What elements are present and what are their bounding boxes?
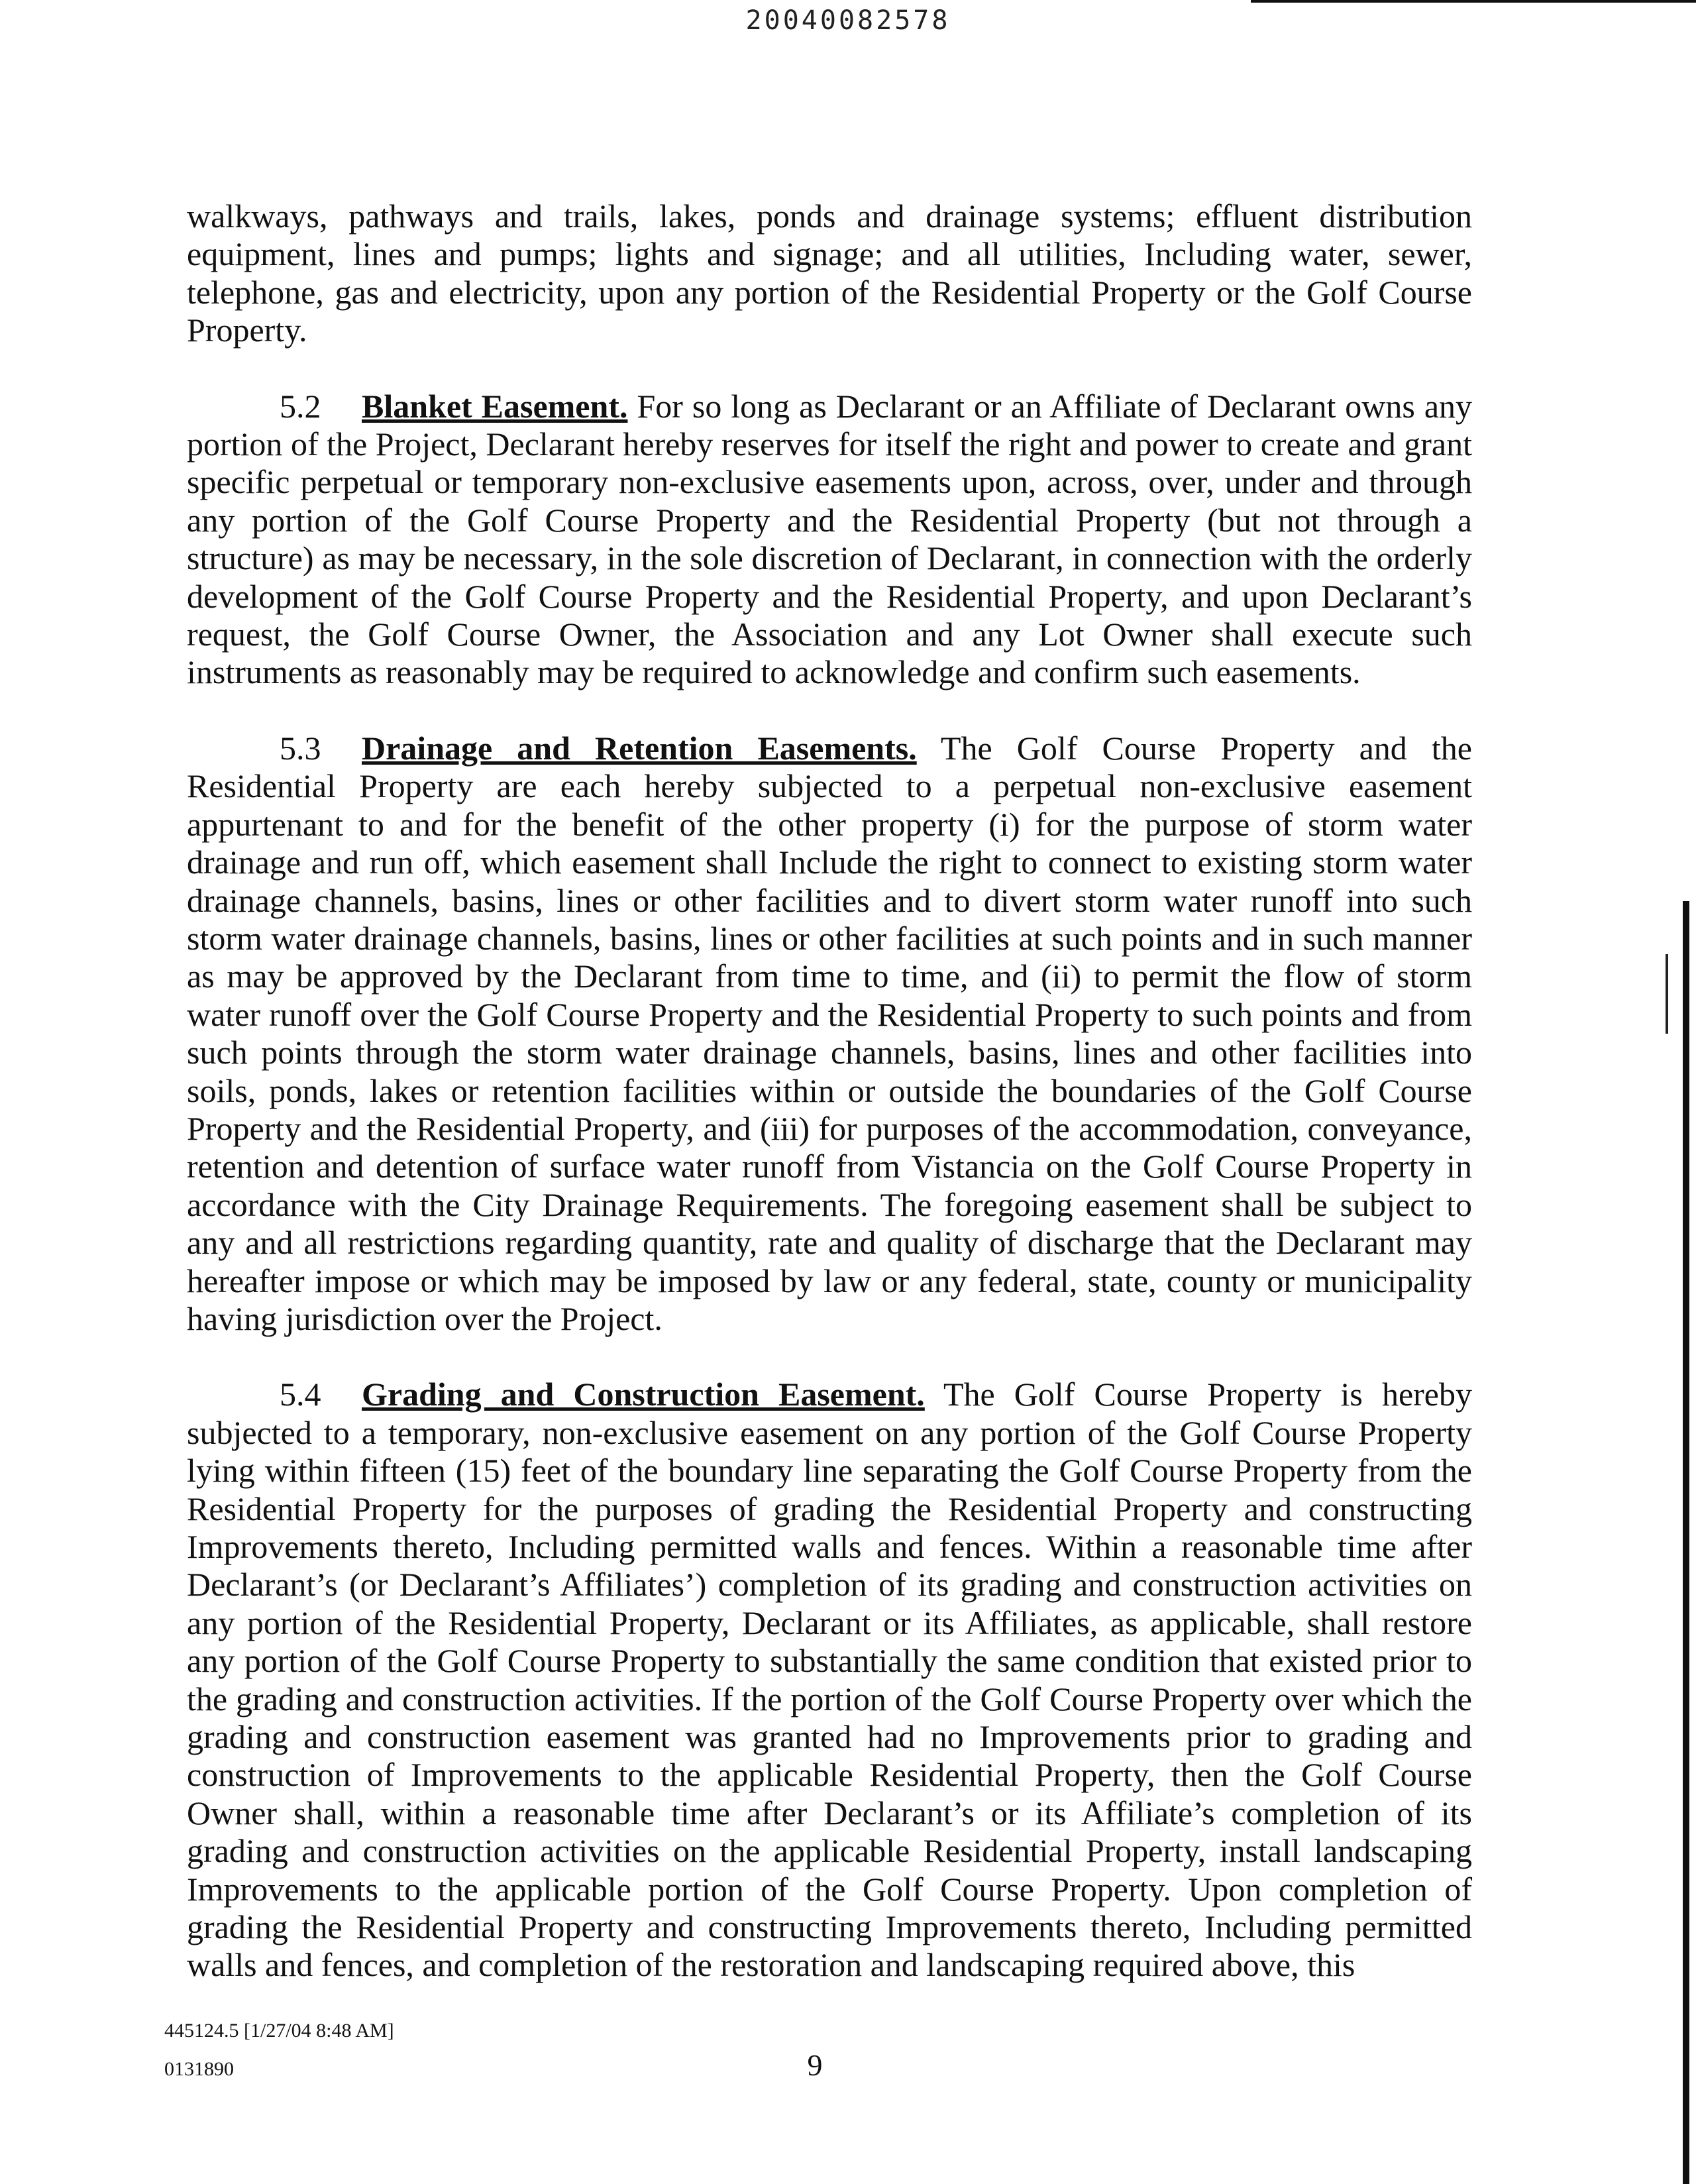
footer-client-code: 0131890 xyxy=(164,2058,234,2080)
footer-doc-ref: 445124.5 [1/27/04 8:48 AM] xyxy=(164,2020,394,2042)
section-5-3 xyxy=(187,730,1472,1338)
section-5-4 xyxy=(187,1376,1472,1985)
section-number: 5.3 xyxy=(280,729,321,767)
section-5-2 xyxy=(187,388,1472,692)
scan-edge-bar xyxy=(1683,901,1689,2184)
paragraph-text: walkways, pathways and trails, lakes, ponds and drainage systems; effluent distribution equipment, lines and pumps; lights and signage; and all utilities, Including water, sewer, telephone, gas and electricity, upon any portion of the Residential Property or the Golf Course Property. xyxy=(187,197,1472,349)
section-text: For so long as Declarant or an Affiliate of Declarant owns any portion of the Project, Declarant hereby reserves for itself the right and power to create and grant specific perpetual or temporary non-exclusive easements upon, across, over, under and through any portion of the Golf Course Property and the Residential Property (but not through a structure) as may be necessary, in the sole discretion of Declarant, in connection with the orderly development of the Golf Course Property and the Residential Property, and upon Declarant’s request, the Golf Course Owner, the Association and any Lot Owner shall execute such instruments as reasonably may be required to acknowledge and confirm such easements. xyxy=(187,387,1473,691)
document-number: 20040082578 xyxy=(745,5,951,36)
section-number: 5.2 xyxy=(280,387,321,425)
section-title: Grading and Construction Easement. xyxy=(362,1376,925,1413)
page-number: 9 xyxy=(807,2048,823,2082)
section-text: The Golf Course Property and the Residential Property are each hereby subjected to a perpetual non-exclusive easement appurtenant to and for the benefit of the other property (i) for the purpose of storm water drainage and run off, which easement shall Include the right to connect to existing storm water drainage channels, basins, lines or other facilities and to divert storm water runoff into such storm water drainage channels, basins, lines or other facilities at such points and in such manner as may be approved by the Declarant from time to time, and (ii) to permit the flow of storm water runoff over the Golf Course Property and the Residential Property to such points and from such points through the storm water drainage channels, basins, lines and other facilities into soils, ponds, lakes or retention facilities within or outside the boundaries of the Golf Course Property and the Residential Property, and (iii) for purposes of the accommodation, conveyance, retention and detention of surface water runoff from Vistancia on the Golf Course Property in accordance with the City Drainage Requirements. The foregoing easement shall be subject to any and all restrictions regarding quantity, rate and quality of discharge that the Declarant may hereafter impose or which may be imposed by law or any federal, state, county or municipality having jurisdiction over the Project. xyxy=(187,729,1472,1337)
section-number: 5.4 xyxy=(280,1376,321,1413)
section-title: Blanket Easement. xyxy=(362,387,628,425)
section-title: Drainage and Retention Easements. xyxy=(362,729,917,767)
scan-edge-mark xyxy=(1666,954,1668,1034)
top-edge-rule xyxy=(1251,0,1696,3)
section-text: The Golf Course Property is hereby subjected to a temporary, non-exclusive easement on any portion of the Golf Course Property lying within fifteen (15) feet of the boundary line separating the Golf Course Property from the Residential Property for the purposes of grading the Residential Property and constructing Improvements thereto, Including permitted walls and fences. Within a reasonable time after Declarant’s (or Declarant’s Affiliates’) completion of its grading and construction activities on any portion of the Residential Property, Declarant or its Affiliates, as applicable, shall restore any portion of the Golf Course Property to substantially the same condition that existed prior to the grading and construction activities. If the portion of the Golf Course Property over which the grading and construction easement was granted had no Improvements prior to grading and construction of Improvements to the applicable Residential Property, then the Golf Course Owner shall, within a reasonable time after Declarant’s or its Affiliate’s completion of its grading and construction activities on the applicable Residential Property, install landscaping Improvements to the applicable portion of the Golf Course Property. Upon completion of grading the Residential Property and constructing Improvements thereto, Including permitted walls and fences, and completion of the restoration and landscaping required above, this xyxy=(187,1376,1472,1984)
paragraph-continuation xyxy=(187,197,1472,350)
document-body xyxy=(187,197,1472,2022)
